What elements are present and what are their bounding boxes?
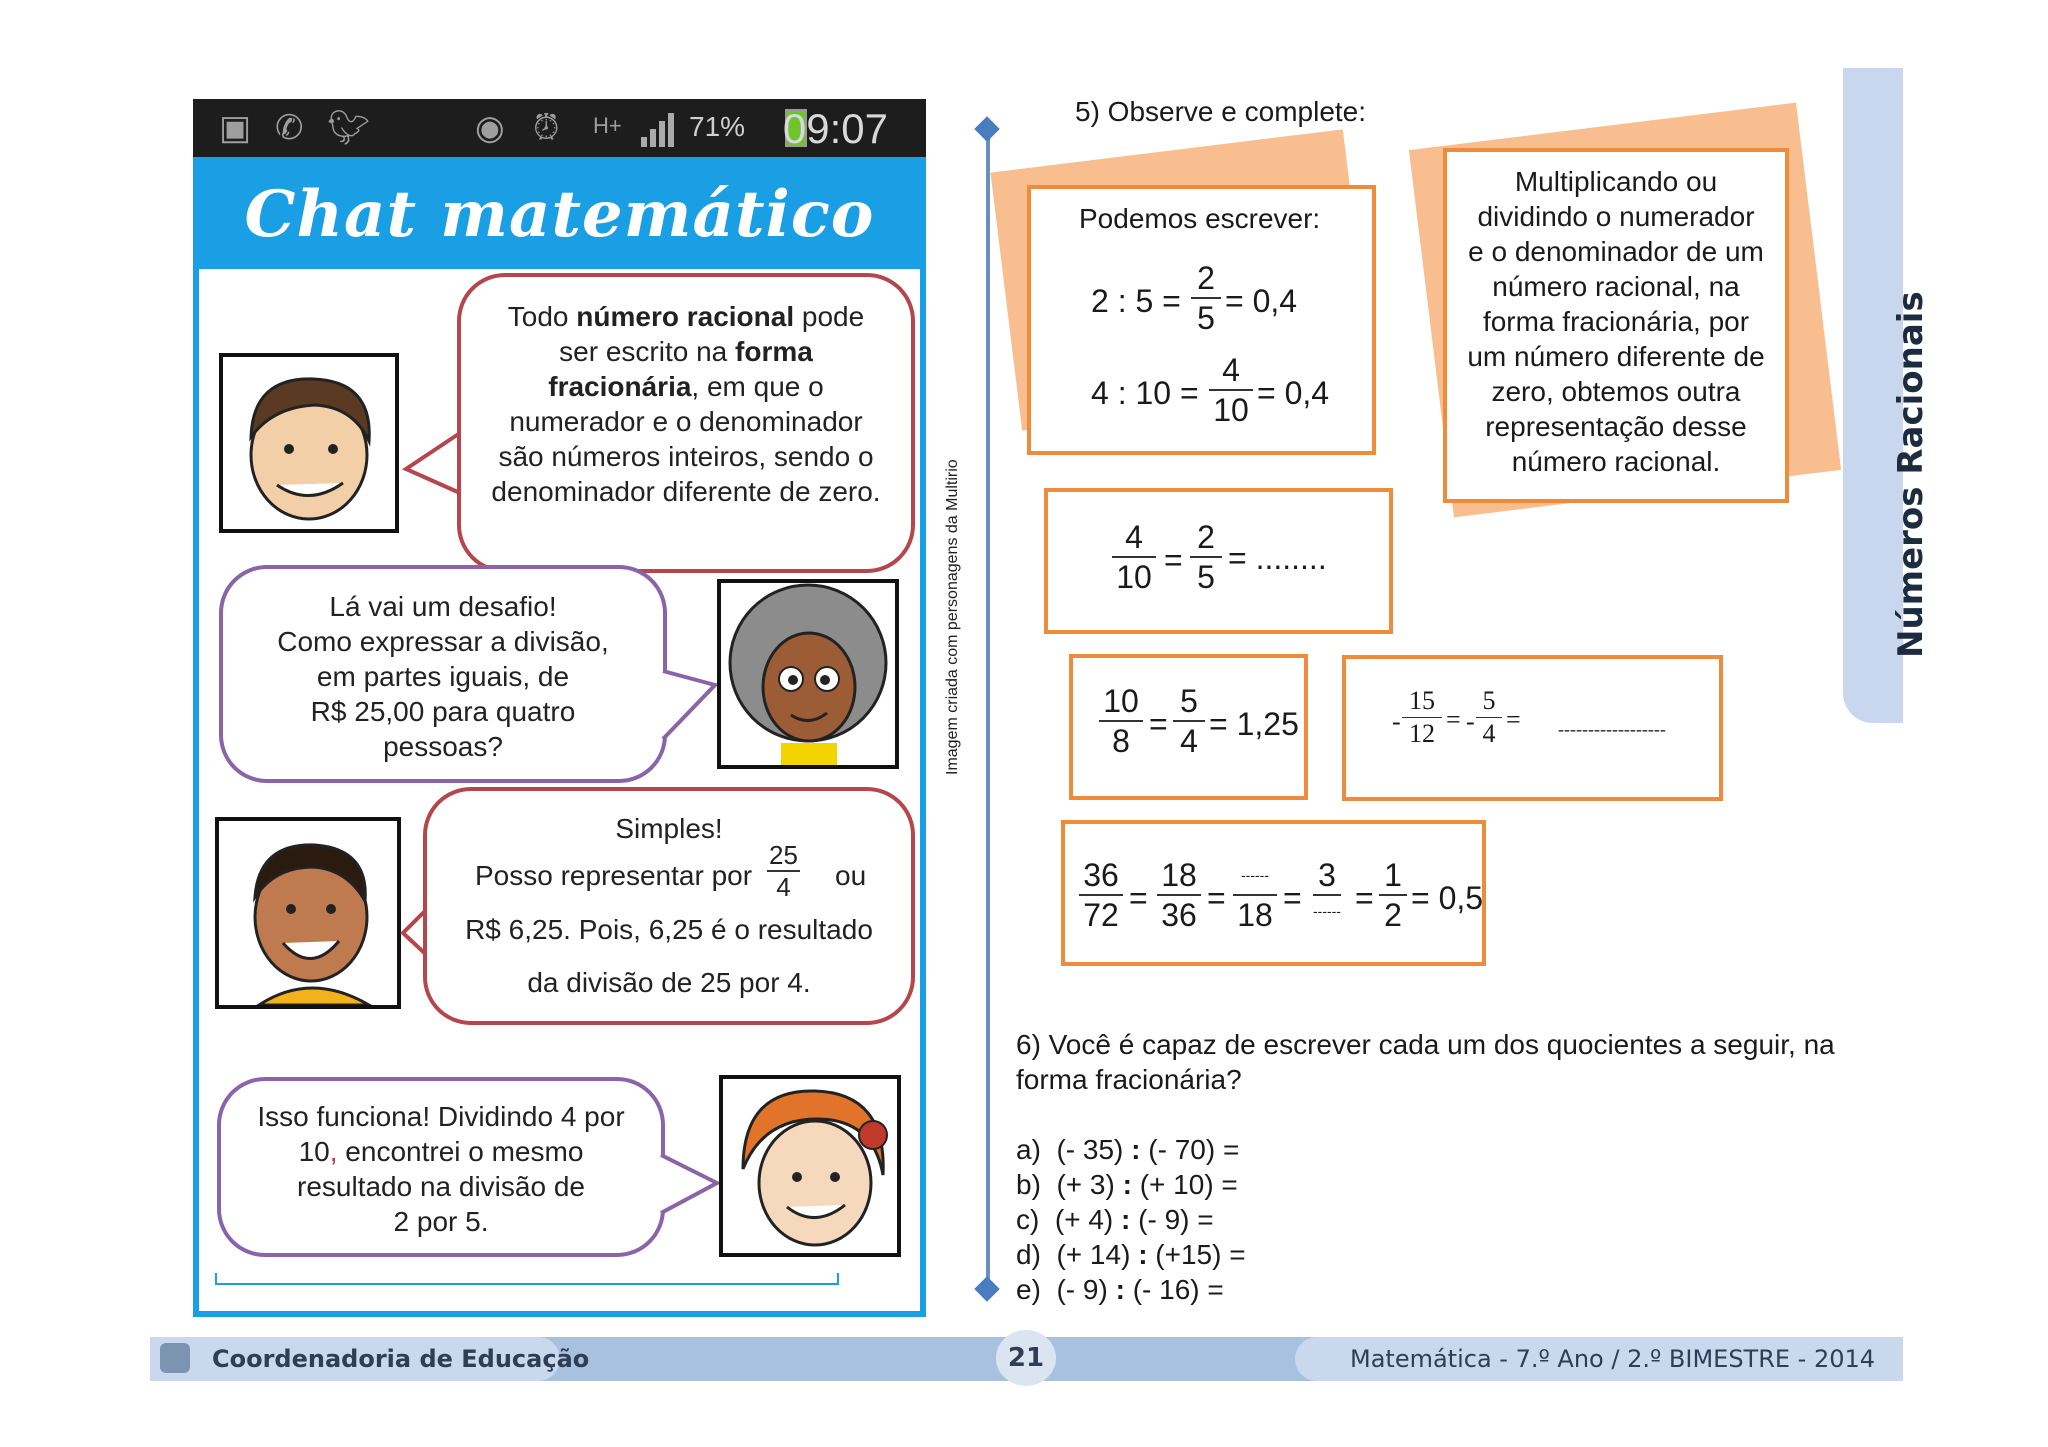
eq1-right: = 0,4 xyxy=(1225,283,1298,319)
box-rule-explanation xyxy=(1443,148,1789,503)
equals-sign: = xyxy=(1164,542,1183,578)
dividend: (+ 4) xyxy=(1054,1204,1114,1235)
status-time: 09:07 xyxy=(782,105,888,152)
minus-sign: - xyxy=(1392,707,1401,736)
eq2-right: = 0,4 xyxy=(1257,375,1330,411)
fraction-blank-denominator xyxy=(1305,856,1349,926)
fraction-denominator: 8 xyxy=(1112,723,1130,759)
msg1-bold-2: forma fracionária xyxy=(548,336,813,402)
equals-sign: = xyxy=(1149,706,1168,742)
image-credit-text: Imagem criada com personagens da Multirio xyxy=(944,459,961,775)
box-exercise-3 xyxy=(1342,655,1723,801)
msg3-line3: R$ 6,25. Pois, 6,25 é o resultado xyxy=(465,914,873,945)
msg1-text: , em que o numerador e o denominador são números inteiros, sendo o denominador diferente de zero. xyxy=(491,371,881,507)
rule-line: número racional. xyxy=(1511,446,1721,477)
city-crest-icon xyxy=(160,1343,190,1373)
rule-line: representação desse xyxy=(1485,411,1747,442)
fraction-numerator: 1 xyxy=(1379,856,1407,896)
fraction xyxy=(1476,685,1502,750)
page-number: 21 xyxy=(996,1330,1056,1386)
avatar-boy-2 xyxy=(215,817,401,1009)
fraction-numerator: 5 xyxy=(1173,682,1205,722)
section-side-tab xyxy=(1843,68,1931,723)
fraction-numerator: 4 xyxy=(1112,518,1156,558)
fraction-numerator: 18 xyxy=(1157,856,1201,896)
divisor: (+ 10) = xyxy=(1139,1169,1238,1200)
msg4-text: encontrei o mesmo xyxy=(337,1136,584,1167)
msg2-line: em partes iguais, de xyxy=(316,661,570,692)
eq2-fraction xyxy=(1209,351,1253,429)
equals-sign: = xyxy=(1129,880,1148,916)
chat-bubble-4 xyxy=(217,1077,665,1257)
msg2-line: Lá vai um desafio! xyxy=(329,591,557,622)
bubble-tail xyxy=(659,1149,723,1219)
rule-line: dividindo o numerador xyxy=(1477,201,1755,232)
dividend: (- 9) xyxy=(1056,1274,1108,1305)
division-colon: : xyxy=(1138,1239,1148,1270)
eye-icon: ◉ xyxy=(475,109,505,147)
dividend: (+ 3) xyxy=(1056,1169,1115,1200)
item-letter: d) xyxy=(1016,1239,1041,1270)
msg2-line: pessoas? xyxy=(383,731,503,762)
status-bar xyxy=(193,99,926,157)
result: = 1,25 xyxy=(1209,706,1299,742)
divider-bottom-diamond xyxy=(974,1276,999,1301)
dividend: (- 35) xyxy=(1056,1134,1124,1165)
fraction-denominator: 18 xyxy=(1237,897,1273,933)
msg3-line2 xyxy=(445,840,893,906)
item-letter: b) xyxy=(1016,1169,1041,1200)
msg4-line3: resultado na divisão de xyxy=(297,1171,585,1202)
eq2-left: 4 : 10 = xyxy=(1091,375,1199,411)
fraction-numerator: 36 xyxy=(1079,856,1123,896)
item-letter: e) xyxy=(1016,1274,1041,1305)
chat-bubble-1 xyxy=(457,273,915,573)
fraction-denominator: 72 xyxy=(1083,897,1119,933)
msg4-red-comma: , xyxy=(329,1136,338,1167)
avatar-girl-2 xyxy=(719,1075,901,1257)
fraction xyxy=(1190,518,1222,596)
rule-line: número racional, na xyxy=(1492,271,1740,302)
q6-item-d xyxy=(1016,1237,1246,1272)
equals-sign: = xyxy=(1506,705,1521,734)
msg4-line2 xyxy=(235,1134,647,1169)
division-colon: : xyxy=(1131,1134,1141,1165)
fraction xyxy=(1079,856,1123,934)
equals-sign: = xyxy=(1283,880,1302,916)
footer-subject: Matemática - 7.º Ano / 2.º BIMESTRE - 2014 xyxy=(1350,1345,1876,1373)
fraction-denominator: ------ xyxy=(1313,894,1341,926)
equals-sign: = xyxy=(1207,880,1226,916)
fraction-numerator: 25 xyxy=(769,840,798,870)
twitter-icon: 🐦︎ xyxy=(327,109,371,147)
divisor: (- 70) = xyxy=(1148,1134,1240,1165)
fraction-numerator: 15 xyxy=(1402,685,1442,718)
rule-line: forma fracionária, por xyxy=(1482,306,1750,337)
eq1-left: 2 : 5 = xyxy=(1091,283,1181,319)
answer-blank: ------------------ xyxy=(1558,719,1666,739)
avatar-girl-1 xyxy=(717,579,899,769)
fraction-denominator: 5 xyxy=(1197,300,1215,336)
eq1-fraction xyxy=(1191,259,1221,337)
bubble-tail xyxy=(661,665,721,745)
minus-sign: - xyxy=(1466,707,1475,736)
question-6-title: 6) Você é capaz de escrever cada um dos quocientes a seguir, na forma fracionária? xyxy=(1016,1029,1835,1095)
q6-item-c xyxy=(1016,1202,1214,1237)
fraction-numerator: 2 xyxy=(1190,518,1222,558)
chat-input-line xyxy=(215,1273,839,1285)
fraction-numerator: 10 xyxy=(1099,682,1143,722)
fraction xyxy=(1099,682,1143,760)
box-exercise-4 xyxy=(1061,820,1486,966)
msg3-text: ou xyxy=(835,860,867,891)
msg2-line: R$ 25,00 para quatro xyxy=(310,696,576,727)
msg4-text: 10 xyxy=(298,1136,330,1167)
box-equivalence-examples xyxy=(1027,185,1376,455)
dividend: (+ 14) xyxy=(1056,1239,1131,1270)
footer-organization: Coordenadoria de Educação xyxy=(212,1345,590,1373)
msg4-line4: 2 por 5. xyxy=(393,1206,489,1237)
q6-item-a xyxy=(1016,1132,1239,1167)
image-credit xyxy=(920,430,961,780)
box1-heading: Podemos escrever: xyxy=(1079,203,1321,234)
fraction-denominator: 4 xyxy=(1180,723,1198,759)
msg2-line: Como expressar a divisão, xyxy=(277,626,609,657)
divisor: (+15) = xyxy=(1155,1239,1246,1270)
section-title: Números Racionais xyxy=(1891,291,1931,658)
rule-line: Multiplicando ou xyxy=(1514,166,1718,197)
result: = 0,5 xyxy=(1411,880,1484,916)
fraction-numerator: 5 xyxy=(1476,685,1502,718)
fraction-denominator: 10 xyxy=(1213,392,1249,428)
item-letter: c) xyxy=(1016,1204,1040,1235)
whatsapp-icon: ✆ xyxy=(275,109,304,147)
divisor: (- 16) = xyxy=(1132,1274,1224,1305)
divisor: (- 9) = xyxy=(1138,1204,1214,1235)
item-letter: a) xyxy=(1016,1134,1041,1165)
fraction xyxy=(1173,682,1205,760)
avatar-boy-1 xyxy=(219,353,399,533)
fraction-denominator: 10 xyxy=(1116,559,1152,595)
battery-percent: 71% xyxy=(689,111,746,142)
box-exercise-2 xyxy=(1069,654,1308,800)
fraction xyxy=(1157,856,1201,934)
fraction-denominator: 4 xyxy=(1482,719,1496,748)
answer-blank: = ........ xyxy=(1228,540,1327,576)
msg3-line4: da divisão de 25 por 4. xyxy=(527,967,811,998)
fraction-numerator: 4 xyxy=(1209,351,1253,391)
fraction-blank-numerator xyxy=(1233,856,1277,934)
rule-line: zero, obtemos outra xyxy=(1491,376,1741,407)
bubble-tail xyxy=(402,429,462,499)
msg1-bold-1: número racional xyxy=(576,301,795,332)
equals-sign: = xyxy=(1355,880,1374,916)
fraction-denominator: 4 xyxy=(776,872,791,902)
chat-bubble-2 xyxy=(219,565,667,783)
q6-item-e xyxy=(1016,1272,1224,1307)
fraction-denominator: 2 xyxy=(1384,897,1402,933)
q6-item-b xyxy=(1016,1167,1238,1202)
app-titlebar xyxy=(193,157,926,269)
fraction-denominator: 12 xyxy=(1409,719,1435,748)
fraction-denominator: 36 xyxy=(1161,897,1197,933)
vertical-divider xyxy=(986,128,990,1296)
msg1-text: pode ser escrito na xyxy=(559,301,865,367)
rule-line: e o denominador de um xyxy=(1468,236,1764,267)
msg3-text: Posso representar por xyxy=(475,860,753,891)
msg3-fraction xyxy=(767,840,800,902)
app-title: Chat matemático xyxy=(244,177,875,252)
question-5-title: 5) Observe e complete: xyxy=(1075,96,1367,127)
chat-bubble-3 xyxy=(423,787,915,1025)
msg4-line1: Isso funciona! Dividindo 4 por xyxy=(257,1101,625,1132)
fraction-denominator: 5 xyxy=(1197,559,1215,595)
division-colon: : xyxy=(1121,1204,1131,1235)
rule-line: um número diferente de xyxy=(1467,341,1765,372)
division-colon: : xyxy=(1115,1274,1125,1305)
fraction-numerator: 2 xyxy=(1191,259,1221,299)
fraction xyxy=(1402,685,1442,750)
divider-top-diamond xyxy=(974,116,999,141)
gallery-icon: ▣ xyxy=(219,109,252,147)
equals-sign: = xyxy=(1446,705,1461,734)
fraction xyxy=(1379,856,1407,934)
division-colon: : xyxy=(1122,1169,1132,1200)
signal-icon xyxy=(641,111,685,147)
box-exercise-1 xyxy=(1044,488,1393,634)
msg1-text: Todo xyxy=(507,301,577,332)
fraction xyxy=(1112,518,1156,596)
alarm-icon: ⏰︎ xyxy=(533,109,560,147)
chat-area xyxy=(193,269,926,1317)
network-type-icon: H+ xyxy=(593,113,622,138)
msg3-line1: Simples! xyxy=(615,813,723,844)
phone-screenshot xyxy=(193,99,926,1317)
fraction-numerator: ------ xyxy=(1233,856,1277,896)
fraction-numerator: 3 xyxy=(1318,857,1336,893)
